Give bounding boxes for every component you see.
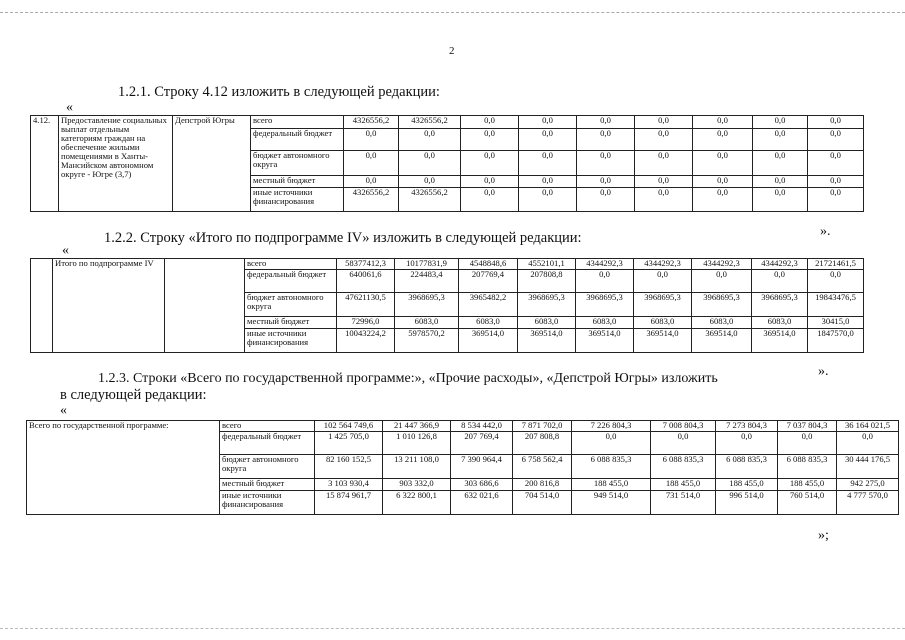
table-cell: 369514,0	[752, 329, 808, 353]
scan-edge-bottom	[0, 628, 905, 629]
table-cell: 0,0	[344, 129, 399, 151]
source-label: федеральный бюджет	[251, 129, 344, 151]
table-cell: 0,0	[519, 116, 577, 129]
table-cell: 996 514,0	[716, 491, 778, 515]
source-label: иные источники финансирования	[245, 329, 337, 353]
table-cell: 0,0	[693, 188, 753, 212]
table-cell: 188 455,0	[651, 479, 716, 491]
table-cell: 4326556,2	[344, 188, 399, 212]
source-label: бюджет автономного округа	[245, 293, 337, 317]
table-cell: 13 211 108,0	[383, 455, 451, 479]
table-cell: 0,0	[572, 432, 651, 455]
table-cell: 6 322 800,1	[383, 491, 451, 515]
table-cell: 0,0	[808, 116, 864, 129]
table-cell: 640061,6	[337, 270, 395, 293]
table-cell: 47621130,5	[337, 293, 395, 317]
section-1-close-quote: ».	[820, 224, 831, 239]
table-cell: 6 088 835,3	[716, 455, 778, 479]
table-cell: 3968695,3	[576, 293, 634, 317]
table-cell: 949 514,0	[572, 491, 651, 515]
table-cell: 3968695,3	[692, 293, 752, 317]
table-cell: 21 447 366,9	[383, 421, 451, 432]
table-cell: 1 010 126,8	[383, 432, 451, 455]
row-name: Предоставление социальных выплат отдельным категориям граждан на обеспечение жилыми помещениями в Ханты-Мансийском автономном округе - Югре (3,7)	[59, 116, 173, 212]
table-cell: 5978570,2	[395, 329, 459, 353]
table-cell: 0,0	[461, 188, 519, 212]
table-cell: 7 871 702,0	[513, 421, 572, 432]
table-cell: 8 534 442,0	[451, 421, 513, 432]
source-label: федеральный бюджет	[245, 270, 337, 293]
table-cell: 0,0	[808, 188, 864, 212]
table-cell: 102 564 749,6	[315, 421, 383, 432]
row-number: 4.12.	[31, 116, 59, 212]
section-3-close-quote: »;	[818, 528, 829, 543]
table-cell: 0,0	[461, 176, 519, 188]
table-cell: 3968695,3	[395, 293, 459, 317]
row-name: Итого по подпрограмме IV	[53, 259, 165, 353]
source-label: иные источники финансирования	[251, 188, 344, 212]
section-2-heading: 1.2.2. Строку «Итого по подпрограмме IV» изложить в следующей редакции:	[104, 230, 582, 246]
source-label: местный бюджет	[251, 176, 344, 188]
source-label: местный бюджет	[245, 317, 337, 329]
table-cell: 188 455,0	[778, 479, 837, 491]
source-label: бюджет автономного округа	[220, 455, 315, 479]
table-cell: 0,0	[577, 116, 635, 129]
table-cell: 0,0	[753, 151, 808, 176]
table-cell: 3968695,3	[752, 293, 808, 317]
table-cell: 369514,0	[518, 329, 576, 353]
table-cell: 6 758 562,4	[513, 455, 572, 479]
table-cell: 0,0	[716, 432, 778, 455]
table-cell: 0,0	[519, 151, 577, 176]
table-cell: 369514,0	[576, 329, 634, 353]
table-cell: 0,0	[519, 176, 577, 188]
table-cell: 7 226 804,3	[572, 421, 651, 432]
table-cell: 0,0	[693, 176, 753, 188]
table-state-program-total	[26, 420, 899, 515]
table-cell: 21721461,5	[808, 259, 864, 270]
table-cell: 4344292,3	[634, 259, 692, 270]
scan-edge-top	[0, 12, 905, 13]
table-cell: 0,0	[461, 151, 519, 176]
table-cell: 369514,0	[634, 329, 692, 353]
table-cell: 903 332,0	[383, 479, 451, 491]
table-cell: 0,0	[576, 270, 634, 293]
table-cell: 369514,0	[459, 329, 518, 353]
table-cell: 0,0	[778, 432, 837, 455]
row-name: Всего по государственной программе:	[27, 421, 220, 515]
table-cell: 7 008 804,3	[651, 421, 716, 432]
table-cell: 4326556,2	[344, 116, 399, 129]
table-cell: 30 444 176,5	[837, 455, 899, 479]
table-cell: 0,0	[651, 432, 716, 455]
table-cell: 0,0	[635, 176, 693, 188]
table-cell: 0,0	[461, 116, 519, 129]
source-label: федеральный бюджет	[220, 432, 315, 455]
table-cell: 760 514,0	[778, 491, 837, 515]
section-2-open-quote: «	[62, 243, 69, 258]
table-cell: 0,0	[399, 151, 461, 176]
table-cell: 7 037 804,3	[778, 421, 837, 432]
table-cell: 6083,0	[576, 317, 634, 329]
table-cell: 632 021,6	[451, 491, 513, 515]
table-cell: 0,0	[577, 151, 635, 176]
table-cell: 58377412,3	[337, 259, 395, 270]
table-cell: 4548848,6	[459, 259, 518, 270]
table-cell: 6083,0	[459, 317, 518, 329]
table-row-4-12	[30, 115, 864, 212]
table-cell: 3965482,2	[459, 293, 518, 317]
section-1-open-quote: «	[66, 100, 73, 115]
table-cell: 0,0	[399, 129, 461, 151]
table-cell: 0,0	[344, 151, 399, 176]
table-cell: 0,0	[577, 188, 635, 212]
table-cell: 0,0	[577, 129, 635, 151]
table-cell: 1847570,0	[808, 329, 864, 353]
table-cell: 0,0	[753, 116, 808, 129]
table-cell: 0,0	[808, 129, 864, 151]
source-label: всего	[251, 116, 344, 129]
table-cell: 0,0	[693, 116, 753, 129]
table-cell: 6083,0	[634, 317, 692, 329]
table-cell: 200 816,8	[513, 479, 572, 491]
table-cell: 0,0	[692, 270, 752, 293]
section-3-heading-line-1: 1.2.3. Строки «Всего по государственной программе:», «Прочие расходы», «Депстрой Югры» изложить	[98, 371, 718, 386]
table-cell: 6083,0	[518, 317, 576, 329]
table-cell: 0,0	[693, 151, 753, 176]
table-cell: 0,0	[635, 129, 693, 151]
table-cell: 6083,0	[692, 317, 752, 329]
section-3-open-quote: «	[60, 403, 67, 418]
table-cell: 4344292,3	[692, 259, 752, 270]
table-cell: 0,0	[634, 270, 692, 293]
table-cell: 224483,4	[395, 270, 459, 293]
table-cell: 4344292,3	[752, 259, 808, 270]
section-1-heading: 1.2.1. Строку 4.12 изложить в следующей редакции:	[118, 84, 440, 100]
table-cell: 704 514,0	[513, 491, 572, 515]
table-cell: 0,0	[753, 176, 808, 188]
table-cell: 0,0	[519, 129, 577, 151]
section-3-heading-line-2: в следующей редакции:	[60, 387, 207, 403]
table-cell: 0,0	[577, 176, 635, 188]
table-cell: 3968695,3	[518, 293, 576, 317]
table-cell: 0,0	[693, 129, 753, 151]
table-cell: 15 874 961,7	[315, 491, 383, 515]
table-cell: 72996,0	[337, 317, 395, 329]
table-cell: 0,0	[808, 270, 864, 293]
table-cell: 0,0	[635, 116, 693, 129]
table-cell: 3 103 930,4	[315, 479, 383, 491]
table-cell: 0,0	[808, 151, 864, 176]
table-cell: 4552101,1	[518, 259, 576, 270]
table-cell: 7 390 964,4	[451, 455, 513, 479]
table-cell: 0,0	[635, 188, 693, 212]
table-cell: 0,0	[808, 176, 864, 188]
table-cell: 369514,0	[692, 329, 752, 353]
table-cell: 4344292,3	[576, 259, 634, 270]
source-label: всего	[245, 259, 337, 270]
source-label: всего	[220, 421, 315, 432]
table-cell: 7 273 804,3	[716, 421, 778, 432]
empty-cell	[31, 259, 53, 353]
section-2-close-quote: ».	[818, 364, 829, 379]
table-cell: 188 455,0	[716, 479, 778, 491]
table-cell: 30415,0	[808, 317, 864, 329]
table-cell: 0,0	[635, 151, 693, 176]
table-cell: 0,0	[753, 188, 808, 212]
table-cell: 6083,0	[752, 317, 808, 329]
table-cell: 4326556,2	[399, 116, 461, 129]
table-cell: 207808,8	[518, 270, 576, 293]
source-label: местный бюджет	[220, 479, 315, 491]
table-cell: 10177831,9	[395, 259, 459, 270]
table-cell: 4326556,2	[399, 188, 461, 212]
table-cell: 10043224,2	[337, 329, 395, 353]
table-cell: 36 164 021,5	[837, 421, 899, 432]
table-cell: 6083,0	[395, 317, 459, 329]
table-cell: 4 777 570,0	[837, 491, 899, 515]
table-cell: 0,0	[461, 129, 519, 151]
source-label: иные источники финансирования	[220, 491, 315, 515]
table-cell: 1 425 705,0	[315, 432, 383, 455]
table-cell: 207 769,4	[451, 432, 513, 455]
table-cell: 303 686,6	[451, 479, 513, 491]
empty-cell	[165, 259, 245, 353]
table-cell: 3968695,3	[634, 293, 692, 317]
table-cell: 6 088 835,3	[572, 455, 651, 479]
table-cell: 82 160 152,5	[315, 455, 383, 479]
row-executor: Депстрой Югры	[173, 116, 251, 212]
table-cell: 207 808,8	[513, 432, 572, 455]
table-cell: 207769,4	[459, 270, 518, 293]
table-cell: 19843476,5	[808, 293, 864, 317]
table-cell: 188 455,0	[572, 479, 651, 491]
table-cell: 0,0	[837, 432, 899, 455]
table-cell: 0,0	[519, 188, 577, 212]
table-cell: 0,0	[399, 176, 461, 188]
table-cell: 6 088 835,3	[778, 455, 837, 479]
table-cell: 0,0	[344, 176, 399, 188]
table-cell: 942 275,0	[837, 479, 899, 491]
table-subprogram-iv-total	[30, 258, 864, 353]
table-cell: 6 088 835,3	[651, 455, 716, 479]
table-cell: 0,0	[752, 270, 808, 293]
table-cell: 731 514,0	[651, 491, 716, 515]
source-label: бюджет автономного округа	[251, 151, 344, 176]
page-number: 2	[449, 45, 455, 57]
table-cell: 0,0	[753, 129, 808, 151]
